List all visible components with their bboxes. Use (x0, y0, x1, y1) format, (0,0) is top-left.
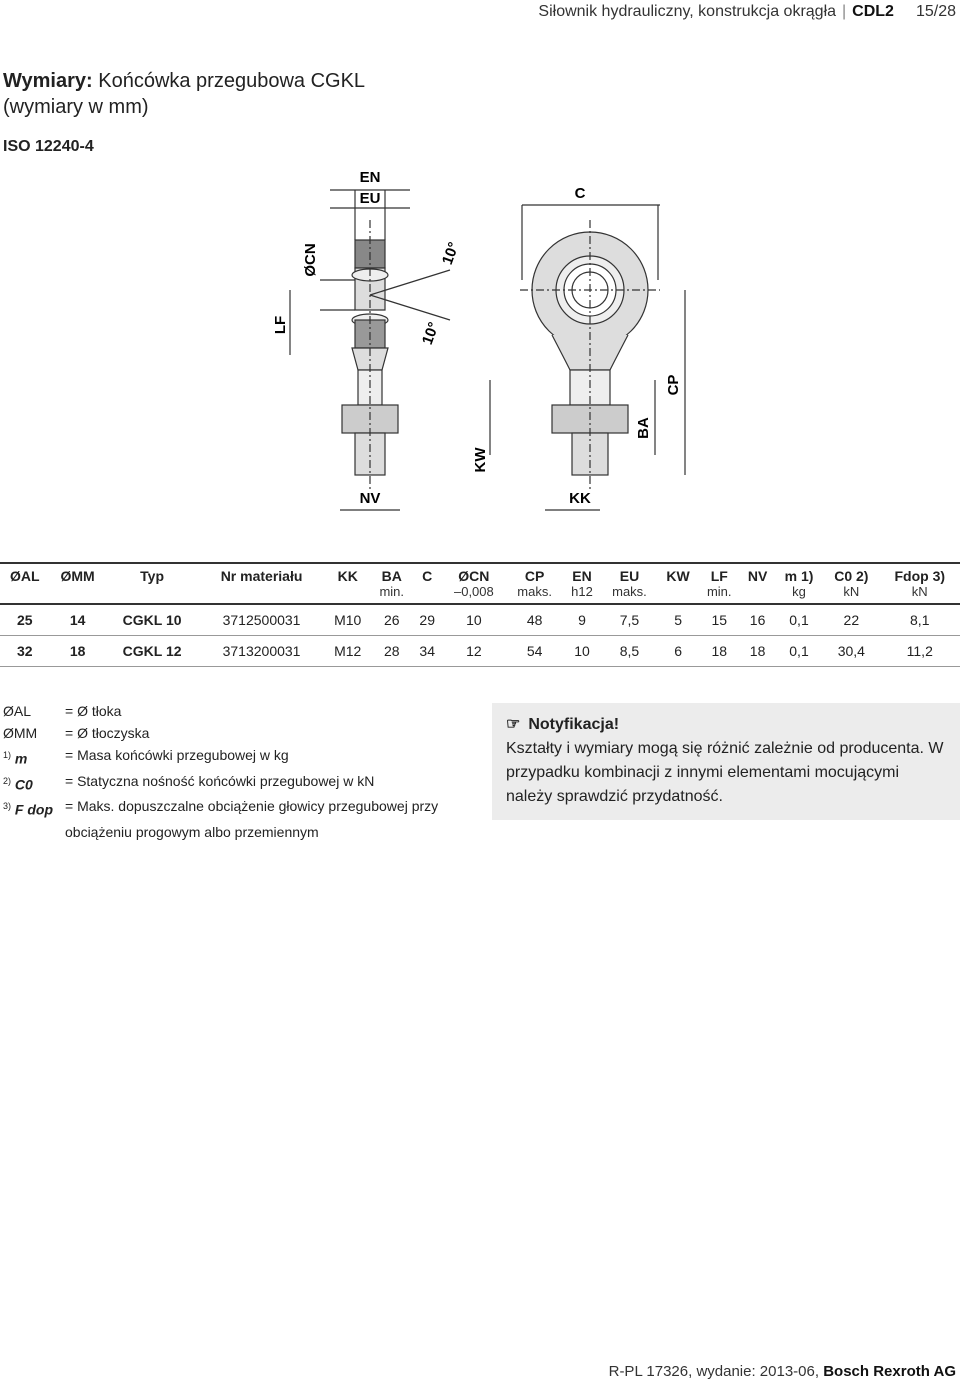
product-name: CDL2 (852, 3, 894, 20)
label-nv: NV (359, 490, 381, 507)
label-c: C (574, 185, 586, 202)
column-subheader: h12 (563, 584, 601, 604)
column-subheader (413, 584, 442, 604)
column-header: C (413, 563, 442, 584)
column-subheader: min. (698, 584, 740, 604)
table-cell: 3712500031 (198, 604, 324, 636)
column-subheader (658, 584, 698, 604)
legend (3, 700, 438, 843)
table-cell: 32 (0, 636, 49, 667)
column-header: Typ (106, 563, 199, 584)
table-cell: 54 (506, 636, 563, 667)
label-cp: CP (665, 374, 682, 396)
label-angle-top: 10° (438, 239, 463, 268)
technical-drawing (260, 160, 700, 520)
table-cell: 18 (49, 636, 105, 667)
table-cell: 18 (698, 636, 740, 667)
table-cell: 9 (563, 604, 601, 636)
label-kw: KW (472, 447, 489, 473)
table-cell: 8,1 (880, 604, 960, 636)
column-header: m 1) (775, 563, 823, 584)
title-rest: Końcówka przegubowa CGKL (92, 70, 366, 92)
title-bold: Wymiary: (3, 70, 93, 92)
legend-item: ØMM = Ø tłoczyska (3, 725, 150, 741)
legend-continuation: obciążeniu progowym albo przemiennym (65, 823, 319, 840)
table-cell: 18 (740, 636, 775, 667)
page-header (538, 0, 960, 24)
table-cell: 3713200031 (198, 636, 324, 667)
title-subtitle: (wymiary w mm) (3, 96, 149, 118)
table-row (0, 636, 960, 667)
column-subheader (49, 584, 105, 604)
table-cell: 12 (442, 636, 506, 667)
table-cell: 7,5 (601, 604, 658, 636)
column-header: KK (325, 563, 371, 584)
table-cell: 25 (0, 604, 49, 636)
table-cell: 10 (442, 604, 506, 636)
label-eu: EU (359, 190, 381, 207)
table-cell: 11,2 (880, 636, 960, 667)
column-header: ØMM (49, 563, 105, 584)
column-subheader: –0,008 (442, 584, 506, 604)
dimensions-table (0, 562, 960, 667)
column-header: ØCN (442, 563, 506, 584)
column-subheader (325, 584, 371, 604)
table-subheader-row (0, 584, 960, 604)
column-subheader (106, 584, 199, 604)
table-cell: 5 (658, 604, 698, 636)
notification-box (492, 703, 960, 820)
table-cell: 14 (49, 604, 105, 636)
table-cell: 0,1 (775, 604, 823, 636)
table-cell: 28 (371, 636, 413, 667)
column-header: EU (601, 563, 658, 584)
column-header: LF (698, 563, 740, 584)
column-subheader (198, 584, 324, 604)
note-title: Notyfikacja! (528, 716, 620, 733)
label-en: EN (359, 169, 381, 186)
table-cell: CGKL 10 (106, 604, 199, 636)
page-footer (609, 1363, 956, 1380)
column-subheader: kN (880, 584, 960, 604)
label-kk: KK (569, 490, 591, 507)
note-text: Kształty i wymiary mogą się różnić zależnie od producenta. W przypadku kombinacji z innymi elementami mocującymi należy sprawdzić przydatność. (506, 740, 944, 805)
label-ba: BA (635, 417, 652, 439)
table-cell: 22 (823, 604, 879, 636)
column-subheader: min. (371, 584, 413, 604)
table-cell: 48 (506, 604, 563, 636)
column-subheader (0, 584, 49, 604)
footer-text: R-PL 17326, wydanie: 2013-06, (608, 1363, 824, 1380)
table-cell: 16 (740, 604, 775, 636)
column-subheader: kg (775, 584, 823, 604)
table-cell: 6 (658, 636, 698, 667)
column-subheader: kN (823, 584, 879, 604)
column-subheader (740, 584, 775, 604)
section-title (3, 68, 365, 120)
legend-item: $^{2)}$ C0 = Statyczna nośność końcówki przegubowej w kN (3, 772, 375, 793)
column-header: Fdop 3) (880, 563, 960, 584)
table-cell: 15 (698, 604, 740, 636)
column-header: ØAL (0, 563, 49, 584)
column-header: C0 2) (823, 563, 879, 584)
table-cell: CGKL 12 (106, 636, 199, 667)
table-cell: 8,5 (601, 636, 658, 667)
page-number: 15/28 (915, 3, 956, 20)
column-header: NV (740, 563, 775, 584)
header-separator: | (842, 3, 847, 20)
table-cell: 0,1 (775, 636, 823, 667)
table-cell: 29 (413, 604, 442, 636)
column-header: KW (658, 563, 698, 584)
table-header-row (0, 563, 960, 584)
table-cell: M10 (325, 604, 371, 636)
label-angle-bottom: 10° (418, 319, 443, 348)
label-lf: LF (272, 315, 289, 335)
pointing-hand-icon: ☞ (506, 716, 521, 733)
table-cell: 34 (413, 636, 442, 667)
standard-label: ISO 12240-4 (3, 138, 94, 155)
column-subheader: maks. (601, 584, 658, 604)
column-header: BA (371, 563, 413, 584)
column-subheader: maks. (506, 584, 563, 604)
legend-item: $^{1)}$ m = Masa końcówki przegubowej w kg (3, 747, 289, 767)
table-cell: 26 (371, 604, 413, 636)
legend-item: $^{3)}$ F dop = Maks. dopuszczalne obciążenie głowicy przegubowej przy (3, 798, 439, 818)
column-header: Nr materiału (198, 563, 324, 584)
table-cell: 30,4 (823, 636, 879, 667)
table-row (0, 604, 960, 636)
doc-title: Siłownik hydrauliczny, konstrukcja okrągła (538, 3, 837, 20)
column-header: CP (506, 563, 563, 584)
column-header: EN (563, 563, 601, 584)
footer-company: Bosch Rexroth AG (823, 1363, 956, 1380)
label-ocn: ØCN (302, 243, 319, 277)
legend-item: ØAL = Ø tłoka (3, 703, 122, 719)
table-cell: M12 (325, 636, 371, 667)
table-cell: 10 (563, 636, 601, 667)
